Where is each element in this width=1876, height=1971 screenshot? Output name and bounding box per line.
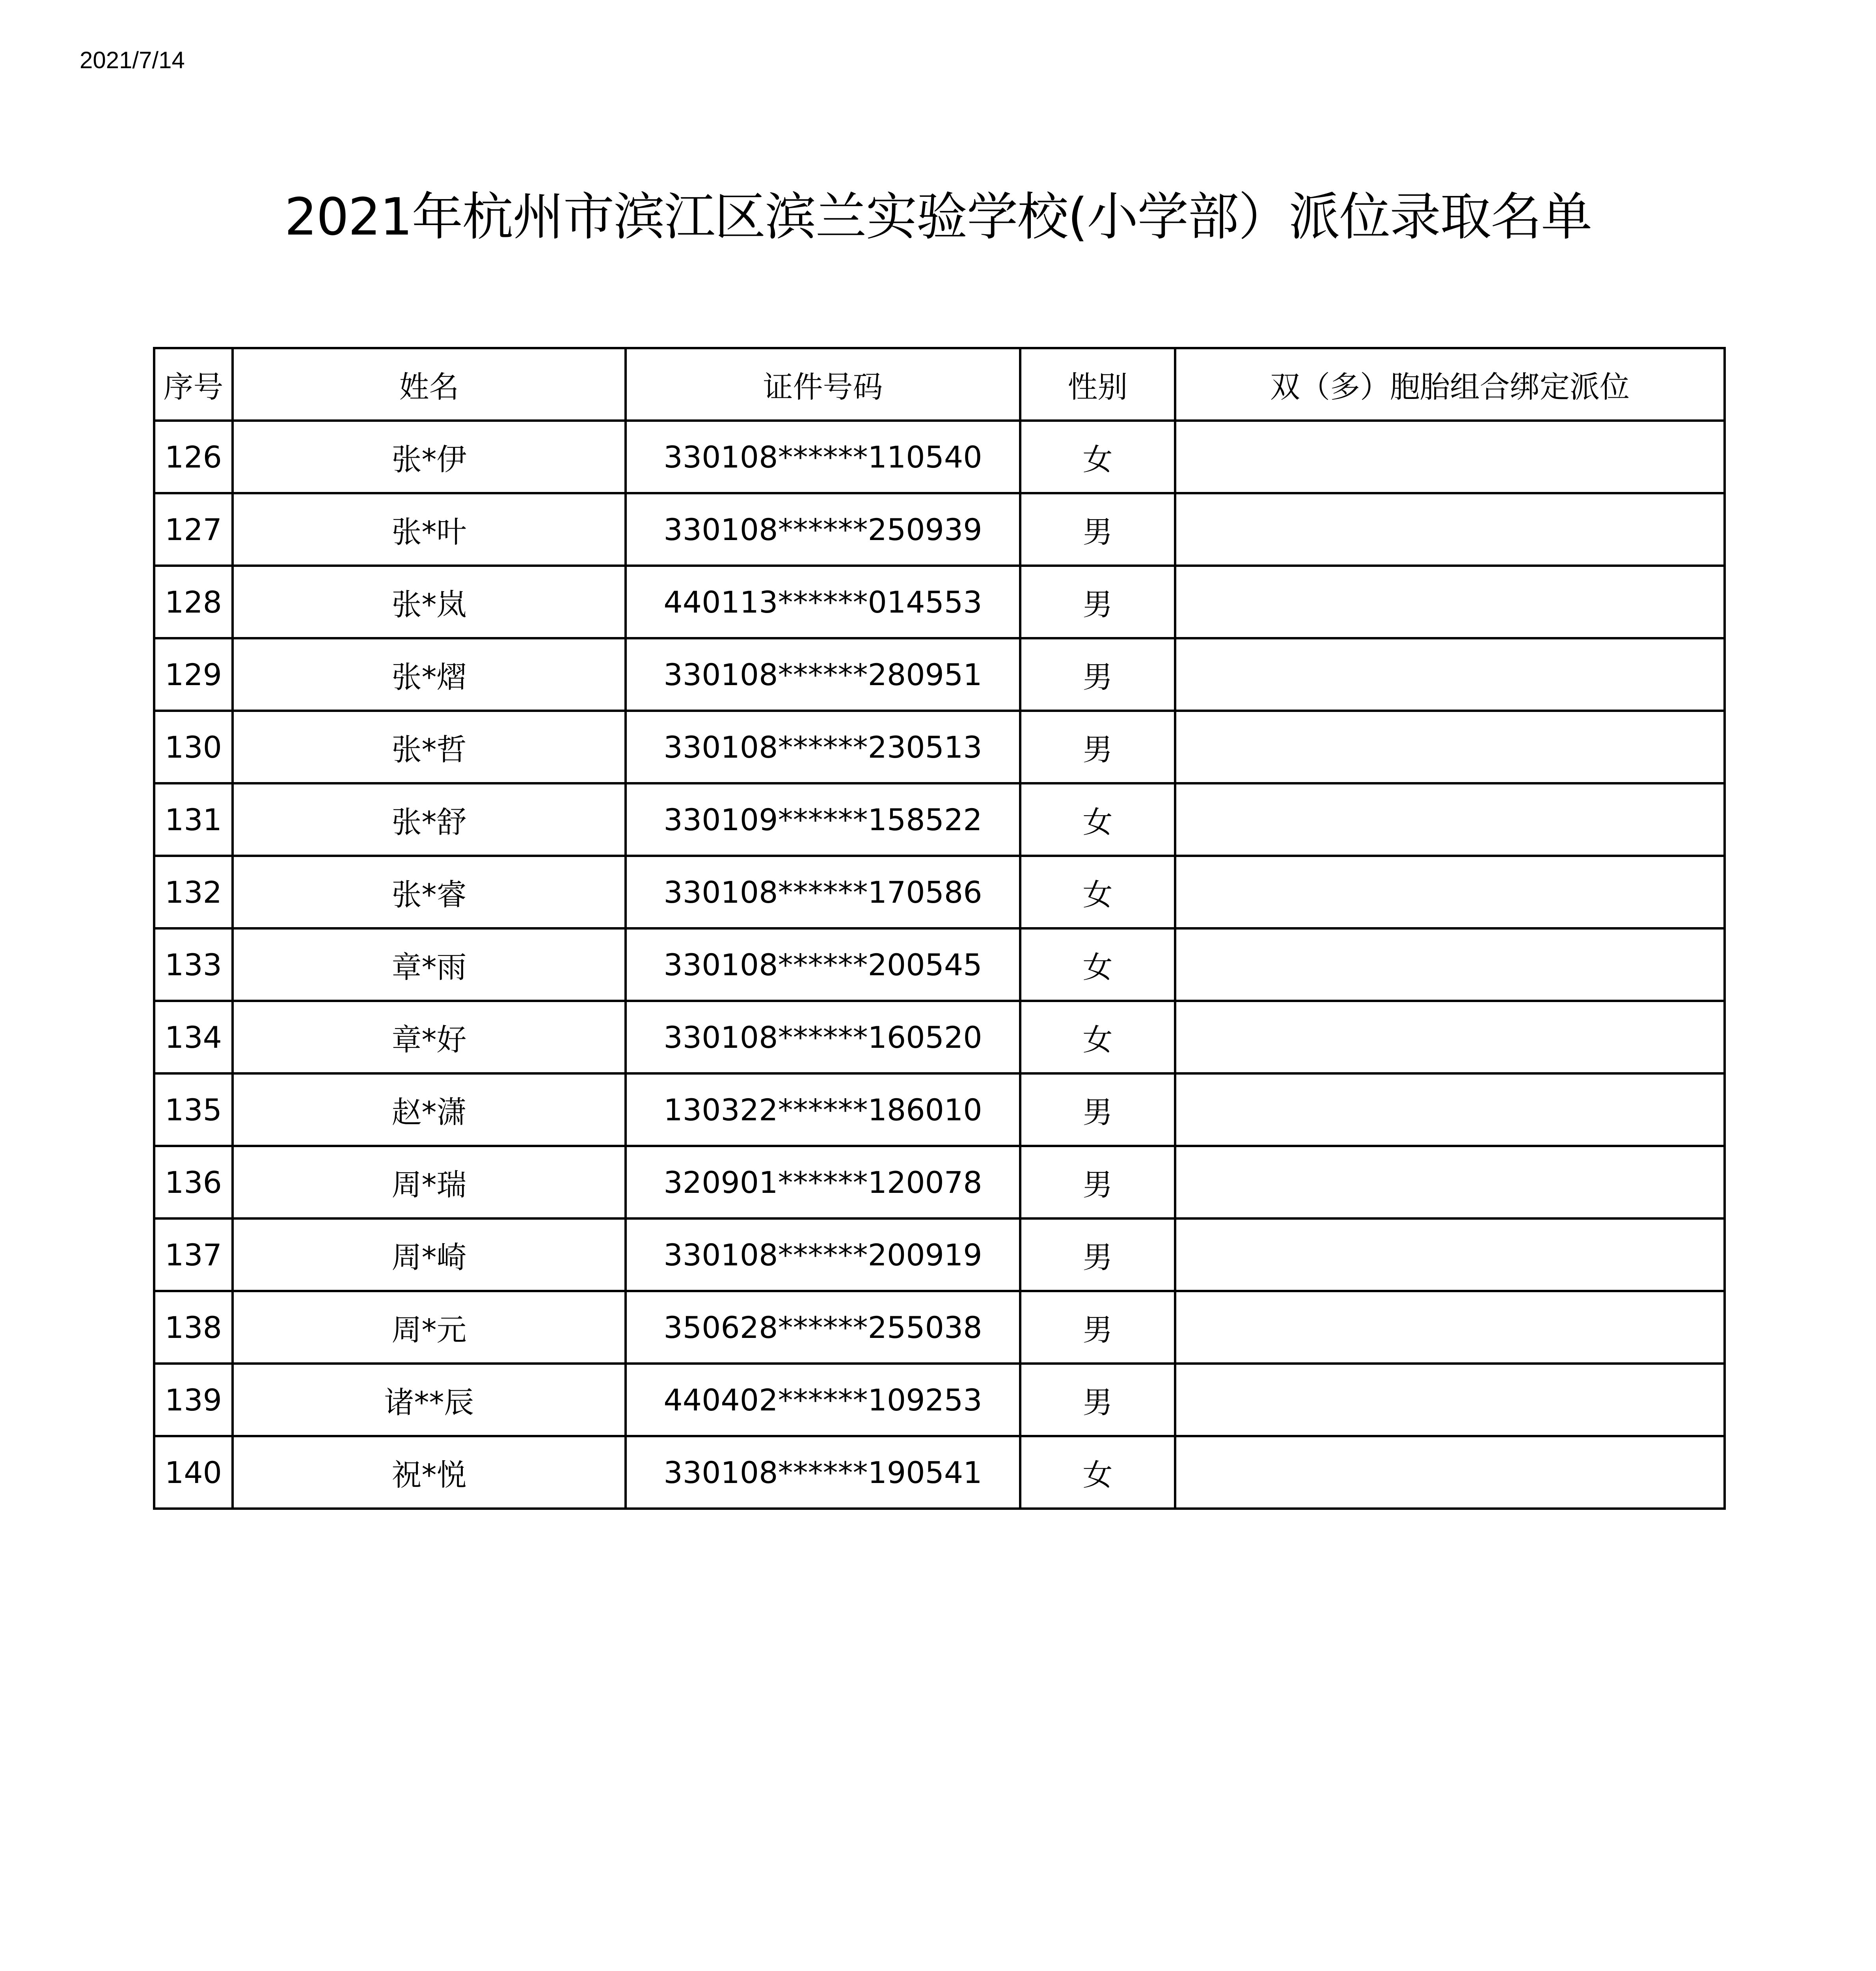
table-row xyxy=(154,856,1725,928)
cell-name: 周*元 xyxy=(233,1291,626,1364)
cell-name: 张*睿 xyxy=(233,856,626,928)
cell-gender: 男 xyxy=(1020,1291,1175,1364)
cell-gender: 女 xyxy=(1020,928,1175,1001)
table-row xyxy=(154,493,1725,566)
cell-name: 章*雨 xyxy=(233,928,626,1001)
cell-twins xyxy=(1175,1073,1725,1146)
cell-id: 330108******170586 xyxy=(626,856,1020,928)
cell-seq: 138 xyxy=(154,1291,233,1364)
table-row xyxy=(154,711,1725,783)
cell-twins xyxy=(1175,783,1725,856)
table-body xyxy=(154,421,1725,1509)
table-row xyxy=(154,1073,1725,1146)
cell-name: 张*叶 xyxy=(233,493,626,566)
cell-seq: 128 xyxy=(154,566,233,638)
cell-twins xyxy=(1175,1146,1725,1218)
cell-twins xyxy=(1175,1364,1725,1436)
cell-twins xyxy=(1175,928,1725,1001)
cell-seq: 129 xyxy=(154,638,233,711)
cell-name: 张*舒 xyxy=(233,783,626,856)
cell-id: 330108******110540 xyxy=(626,421,1020,493)
cell-twins xyxy=(1175,493,1725,566)
table-row xyxy=(154,1364,1725,1436)
document-title: 2021年杭州市滨江区滨兰实验学校(小学部）派位录取名单 xyxy=(284,187,1592,247)
cell-twins xyxy=(1175,1436,1725,1509)
table-header-row xyxy=(154,348,1725,421)
cell-name: 周*崎 xyxy=(233,1218,626,1291)
cell-name: 赵*潇 xyxy=(233,1073,626,1146)
cell-name: 张*伊 xyxy=(233,421,626,493)
cell-id: 350628******255038 xyxy=(626,1291,1020,1364)
cell-name: 张*岚 xyxy=(233,566,626,638)
cell-seq: 135 xyxy=(154,1073,233,1146)
cell-id: 130322******186010 xyxy=(626,1073,1020,1146)
cell-seq: 139 xyxy=(154,1364,233,1436)
table-row xyxy=(154,1001,1725,1073)
cell-twins xyxy=(1175,638,1725,711)
cell-id: 330108******230513 xyxy=(626,711,1020,783)
cell-twins xyxy=(1175,566,1725,638)
cell-twins xyxy=(1175,1291,1725,1364)
cell-seq: 126 xyxy=(154,421,233,493)
table-row xyxy=(154,1436,1725,1509)
cell-id: 330108******250939 xyxy=(626,493,1020,566)
cell-id: 440402******109253 xyxy=(626,1364,1020,1436)
cell-id: 330108******160520 xyxy=(626,1001,1020,1073)
cell-twins xyxy=(1175,711,1725,783)
cell-id: 330108******200545 xyxy=(626,928,1020,1001)
column-header-gender: 性别 xyxy=(1020,348,1175,421)
print-date: 2021/7/14 xyxy=(80,47,185,73)
cell-name: 章*好 xyxy=(233,1001,626,1073)
cell-twins xyxy=(1175,1001,1725,1073)
table-row xyxy=(154,421,1725,493)
cell-seq: 140 xyxy=(154,1436,233,1509)
cell-id: 330108******200919 xyxy=(626,1218,1020,1291)
table-row xyxy=(154,1291,1725,1364)
column-header-twins: 双（多）胞胎组合绑定派位 xyxy=(1175,348,1725,421)
cell-gender: 女 xyxy=(1020,856,1175,928)
cell-gender: 男 xyxy=(1020,1364,1175,1436)
cell-twins xyxy=(1175,856,1725,928)
cell-name: 诸**辰 xyxy=(233,1364,626,1436)
admission-table xyxy=(153,347,1726,1510)
table-row xyxy=(154,638,1725,711)
cell-seq: 136 xyxy=(154,1146,233,1218)
cell-gender: 女 xyxy=(1020,1436,1175,1509)
cell-gender: 女 xyxy=(1020,1001,1175,1073)
column-header-name: 姓名 xyxy=(233,348,626,421)
cell-id: 330108******280951 xyxy=(626,638,1020,711)
cell-id: 440113******014553 xyxy=(626,566,1020,638)
cell-gender: 女 xyxy=(1020,783,1175,856)
table-row xyxy=(154,783,1725,856)
cell-seq: 127 xyxy=(154,493,233,566)
cell-seq: 132 xyxy=(154,856,233,928)
cell-twins xyxy=(1175,421,1725,493)
cell-gender: 男 xyxy=(1020,493,1175,566)
table-row xyxy=(154,566,1725,638)
table-row xyxy=(154,1146,1725,1218)
cell-name: 张*熠 xyxy=(233,638,626,711)
cell-twins xyxy=(1175,1218,1725,1291)
cell-seq: 131 xyxy=(154,783,233,856)
cell-gender: 女 xyxy=(1020,421,1175,493)
table-row xyxy=(154,928,1725,1001)
column-header-id: 证件号码 xyxy=(626,348,1020,421)
cell-gender: 男 xyxy=(1020,1146,1175,1218)
cell-seq: 137 xyxy=(154,1218,233,1291)
cell-gender: 男 xyxy=(1020,638,1175,711)
cell-seq: 130 xyxy=(154,711,233,783)
cell-seq: 133 xyxy=(154,928,233,1001)
cell-name: 周*瑞 xyxy=(233,1146,626,1218)
cell-name: 祝*悦 xyxy=(233,1436,626,1509)
cell-id: 330109******158522 xyxy=(626,783,1020,856)
table-row xyxy=(154,1218,1725,1291)
cell-id: 330108******190541 xyxy=(626,1436,1020,1509)
cell-name: 张*哲 xyxy=(233,711,626,783)
cell-gender: 男 xyxy=(1020,1073,1175,1146)
cell-gender: 男 xyxy=(1020,566,1175,638)
column-header-seq: 序号 xyxy=(154,348,233,421)
cell-gender: 男 xyxy=(1020,1218,1175,1291)
cell-gender: 男 xyxy=(1020,711,1175,783)
cell-seq: 134 xyxy=(154,1001,233,1073)
cell-id: 320901******120078 xyxy=(626,1146,1020,1218)
